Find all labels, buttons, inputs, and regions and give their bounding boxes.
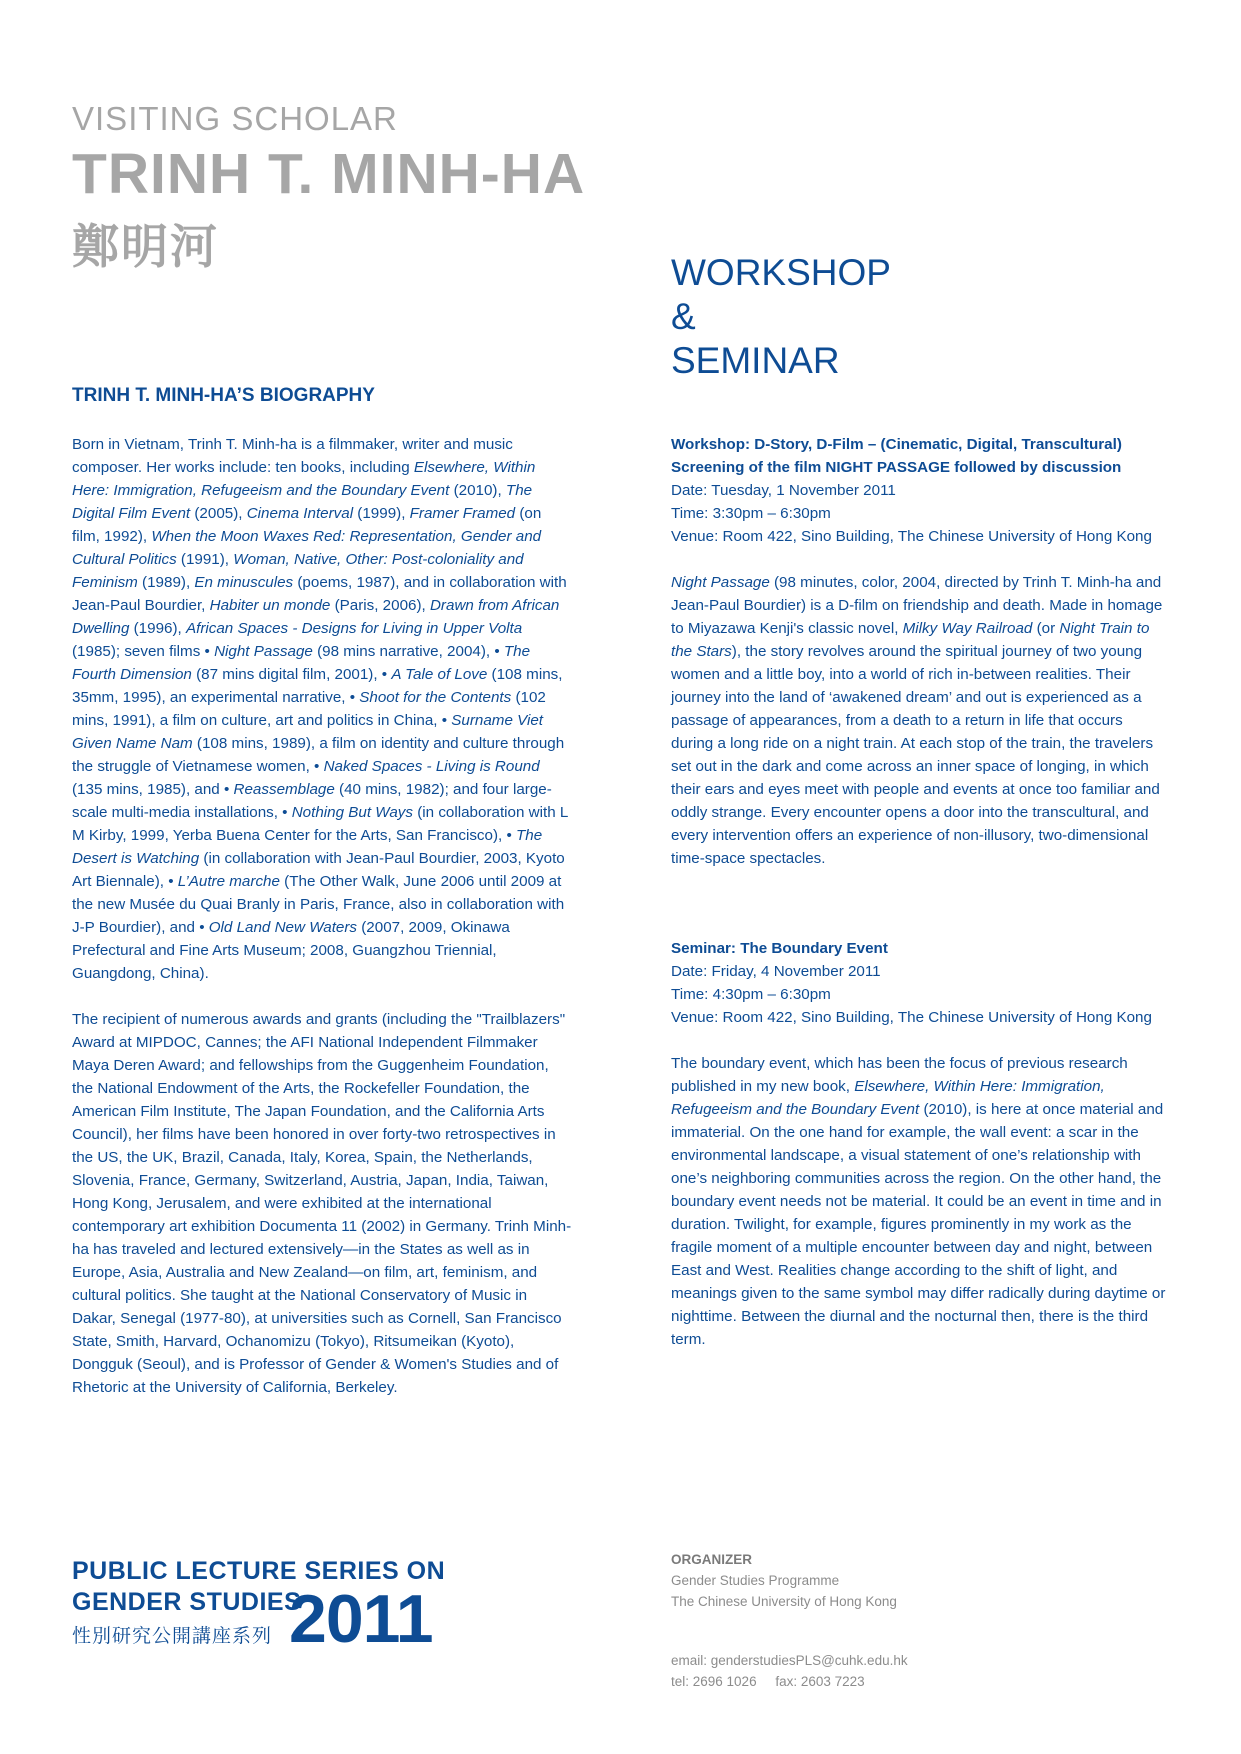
work-title: Drawn from African Dwelling bbox=[72, 597, 560, 637]
text-run: (1999), bbox=[353, 505, 410, 522]
text-run: (87 mins digital film, 2001), • bbox=[191, 666, 392, 683]
text-run: (98 minutes, color, 2004, directed by Trinh T. Minh-ha and Jean-Paul Bourdier) is a D-film on friendship and death. Made in homage to Miyazawa Kenji's classic novel, bbox=[671, 574, 1163, 637]
text-run: Born in Vietnam, Trinh T. Minh-ha is a filmmaker, writer and music composer. Her works include: ten books, including bbox=[72, 436, 513, 476]
work-title: Woman, Native, Other: Post-coloniality and Feminism bbox=[72, 551, 524, 591]
text-run: (1996), bbox=[129, 620, 186, 637]
work-title: Elsewhere, Within Here: Immigration, Refugeeism and the Boundary Event bbox=[671, 1078, 1105, 1118]
text-run: (2010), bbox=[449, 482, 506, 499]
workshop-venue: Venue: Room 422, Sino Building, The Chinese University of Hong Kong bbox=[671, 528, 1152, 545]
text-run: (on film, 1992), bbox=[72, 505, 542, 545]
work-title: Shoot for the Contents bbox=[359, 689, 512, 706]
contact-phone-fax bbox=[671, 1671, 908, 1692]
work-title: Framer Framed bbox=[409, 505, 516, 522]
heading-line-workshop: WORKSHOP bbox=[671, 252, 891, 293]
work-title: Surname Viet Given Name Nam bbox=[72, 712, 544, 752]
work-title: Night Passage bbox=[671, 574, 770, 591]
text-run: (or bbox=[1032, 620, 1060, 637]
heading-line-ampersand: & bbox=[671, 296, 696, 337]
contact-fax: fax: 2603 7223 bbox=[775, 1674, 865, 1689]
work-title: Naked Spaces - Living is Round bbox=[323, 758, 540, 775]
text-run: ), the story revolves around the spiritual journey of two young women and a little boy, into a world of rich in-between realities. Their journey into the land of ‘awakened dream’ and out is experienced as a passage of appearances, from a death to a return in life that occurs during a long ride on a night train. At each stop of the train, the travelers set out in the dark and come across an inner space of longing, in which their ears and eyes meet with people and events at once too familiar and oddly strange. Every encounter opens a door into the transcultural, and every intervention offers an experience of non-illusory, two-dimensional time-space spectacles. bbox=[671, 643, 1160, 867]
work-title: En minuscules bbox=[194, 574, 294, 591]
work-title: Night Passage bbox=[214, 643, 313, 660]
text-run: (40 mins, 1982); and four large-scale multi-media installations, • bbox=[72, 781, 552, 821]
work-title: When the Moon Waxes Red: Representation, Gender and Cultural Politics bbox=[72, 528, 542, 568]
text-run: The boundary event, which has been the focus of previous research published in my new book, bbox=[671, 1055, 1128, 1095]
work-title: Habiter un monde bbox=[209, 597, 331, 614]
workshop-seminar-heading bbox=[671, 251, 891, 383]
text-run: (135 mins, 1985), and • bbox=[72, 781, 234, 798]
seminar-description bbox=[671, 1052, 1169, 1351]
organizer-university: The Chinese University of Hong Kong bbox=[671, 1594, 897, 1609]
text-run: (2005), bbox=[190, 505, 247, 522]
biography-paragraph-2: The recipient of numerous awards and grants (including the "Trailblazers" Award at MIPDOC, Cannes; the AFI National Independent Filmmaker Maya Deren Award; and fellowships from the Guggenheim Foundation, the National Endowment of the Arts, the Rockefeller Foundation, the American Film Institute, The Japan Foundation, and the California Arts Council), her films have been honored in over forty-two retrospectives in the US, the UK, Brazil, Canada, Italy, Korea, Spain, the Netherlands, Slovenia, France, Germany, Switzerland, Austria, Japan, India, Taiwan, Hong Kong, Jerusalem, and were exhibited at the international contemporary art exhibition Documenta 11 (2002) in Germany. Trinh Minh-ha has traveled and lectured extensively—in the States as well as in Europe, Asia, Australia and New Zealand—on film, art, feminism, and cultural politics. She taught at the National Conservatory of Music in Dakar, Senegal (1977-80), at universities such as Cornell, San Francisco State, Smith, Harvard, Ochanomizu (Tokyo), Ritsumeikan (Kyoto), Dongguk (Seoul), and is Professor of Gender & Women's Studies and of Rhetoric at the University of California, Berkeley. bbox=[72, 1011, 572, 1396]
text-run: (Paris, 2006), bbox=[330, 597, 430, 614]
organizer-name: Gender Studies Programme bbox=[671, 1573, 840, 1588]
workshop-subtitle: Screening of the film NIGHT PASSAGE followed by discussion bbox=[671, 459, 1122, 476]
seminar-title: Seminar: The Boundary Event bbox=[671, 940, 888, 957]
work-title: L’Autre marche bbox=[177, 873, 280, 890]
biography-paragraph-1 bbox=[72, 433, 572, 985]
text-run: (The Other Walk, June 2006 until 2009 at the new Musée du Quai Branly in Paris, France, also in collaboration with J-P Bourdier), and • bbox=[72, 873, 565, 936]
work-title: African Spaces - Designs for Living in Upper Volta bbox=[185, 620, 523, 637]
work-title: The Fourth Dimension bbox=[72, 643, 531, 683]
text-run: (1989), bbox=[137, 574, 195, 591]
series-title-line-1: PUBLIC LECTURE SERIES ON bbox=[72, 1557, 446, 1585]
text-run: (2007, 2009, Okinawa Prefectural and Fine Arts Museum; 2008, Guangzhou Triennial, Guangdong, China). bbox=[72, 919, 510, 982]
text-run: (102 mins, 1991), a film on culture, art and politics in China, • bbox=[72, 689, 546, 729]
series-year: 2011 bbox=[289, 1581, 433, 1657]
text-run: (poems, 1987), and in collaboration with Jean-Paul Bourdier, bbox=[72, 574, 567, 614]
contact-block bbox=[671, 1650, 908, 1692]
series-title-chinese: 性別研究公開講座系列 bbox=[72, 1625, 273, 1647]
text-run: (in collaboration with Jean-Paul Bourdier, 2003, Kyoto Art Biennale), • bbox=[72, 850, 565, 890]
workshop-time: Time: 3:30pm – 6:30pm bbox=[671, 505, 831, 522]
work-title: Reassemblage bbox=[233, 781, 335, 798]
header-kicker: VISITING SCHOLAR bbox=[72, 100, 398, 137]
workshop-date: Date: Tuesday, 1 November 2011 bbox=[671, 482, 896, 499]
text-run: (1991), bbox=[176, 551, 234, 568]
work-title: Nothing But Ways bbox=[291, 804, 413, 821]
work-title: The Digital Film Event bbox=[72, 482, 533, 522]
work-title: A Tale of Love bbox=[391, 666, 488, 683]
work-title: Elsewhere, Within Here: Immigration, Refugeeism and the Boundary Event bbox=[72, 459, 536, 499]
contact-tel: tel: 2696 1026 bbox=[671, 1674, 757, 1689]
contact-email: email: genderstudiesPLS@cuhk.edu.hk bbox=[671, 1653, 908, 1668]
work-title: Night Train to the Stars bbox=[671, 620, 1150, 660]
series-title-line-2: GENDER STUDIES bbox=[72, 1588, 302, 1616]
organizer-label: ORGANIZER bbox=[671, 1552, 752, 1567]
work-title: The Desert is Watching bbox=[72, 827, 543, 867]
workshop-section bbox=[671, 433, 1169, 870]
seminar-venue: Venue: Room 422, Sino Building, The Chinese University of Hong Kong bbox=[671, 1009, 1152, 1026]
text-run: (in collaboration with L M Kirby, 1999, Yerba Buena Center for the Arts, San Francisco), • bbox=[72, 804, 568, 844]
scholar-name-chinese: 鄭明河 bbox=[72, 220, 219, 275]
work-title: Old Land New Waters bbox=[208, 919, 358, 936]
text-run: (1985); seven films • bbox=[72, 643, 215, 660]
text-run: (98 mins narrative, 2004), • bbox=[312, 643, 504, 660]
text-run: (2010), is here at once material and immaterial. On the one hand for example, the wall event: a scar in the environmental landscape, a visual statement of one’s relationship with one’s neighboring communities across the region. On the other hand, the boundary event needs not be material. It could be an event in time and in duration. Twilight, for example, figures prominently in my work as the fragile moment of a multiple encounter between day and night, between East and West. Realities change according to the shift of light, and meanings given to the same symbol may differ radically during daytime or nighttime. Between the diurnal and the nocturnal then, there is the third term. bbox=[671, 1101, 1166, 1348]
biography-heading: TRINH T. MINH-HA’S BIOGRAPHY bbox=[72, 385, 375, 406]
seminar-date: Date: Friday, 4 November 2011 bbox=[671, 963, 881, 980]
scholar-name: TRINH T. MINH-HA bbox=[72, 142, 586, 206]
organizer-block bbox=[671, 1549, 897, 1612]
workshop-description bbox=[671, 571, 1169, 870]
heading-line-seminar: SEMINAR bbox=[671, 340, 840, 381]
workshop-title: Workshop: D-Story, D-Film – (Cinematic, Digital, Transcultural) bbox=[671, 436, 1122, 453]
seminar-section bbox=[671, 937, 1169, 1351]
work-title: Milky Way Railroad bbox=[902, 620, 1033, 637]
seminar-time: Time: 4:30pm – 6:30pm bbox=[671, 986, 831, 1003]
text-run: (108 mins, 35mm, 1995), an experimental narrative, • bbox=[72, 666, 563, 706]
work-title: Cinema Interval bbox=[246, 505, 354, 522]
biography-text bbox=[72, 433, 572, 1399]
text-run: (108 mins, 1989), a film on identity and culture through the struggle of Vietnamese women, • bbox=[72, 735, 565, 775]
